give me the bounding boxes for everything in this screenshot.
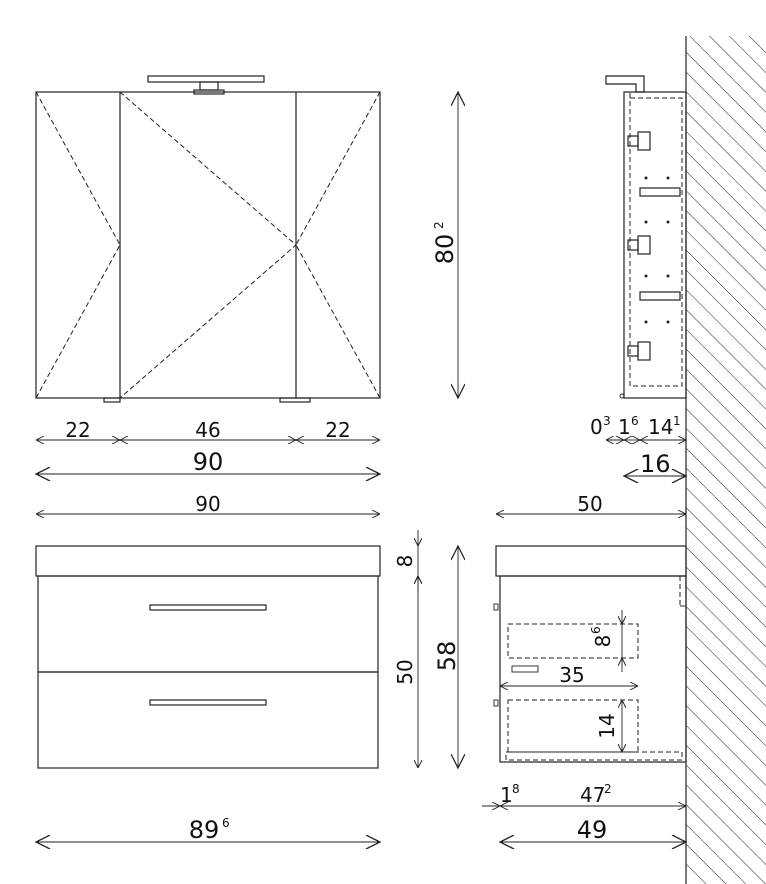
dim-bottom-total: 49 <box>576 816 608 844</box>
dim-bottom-b-sup: 2 <box>604 782 612 796</box>
dim-drawer2-depth: 14 <box>595 713 619 739</box>
mirror-cabinet-front <box>36 76 380 402</box>
vanity-side-body <box>500 576 686 762</box>
dim-vanity-bottom-width: 89 <box>188 816 220 844</box>
hinge-icon <box>628 342 650 360</box>
dim-drawers-height: 50 <box>393 659 417 685</box>
vanity-bottom-dimension <box>36 816 380 844</box>
dim-vanity-top-width: 90 <box>195 492 221 516</box>
dim-drawer-length: 35 <box>559 663 585 687</box>
dim-top-height: 8 <box>393 554 417 568</box>
dim-bottom-a-sup: 8 <box>512 782 520 796</box>
drawer-upper <box>38 576 378 672</box>
cabinet-height-dimension <box>431 92 459 398</box>
dim-side-a-sup: 3 <box>603 414 611 428</box>
cabinet-side-dimensions <box>590 414 686 478</box>
hinge-icon <box>628 236 650 254</box>
mirror-cabinet-side <box>606 76 686 398</box>
dim-side-c: 14 <box>648 415 674 439</box>
dim-bottom-a: 1 <box>500 783 513 807</box>
door-opening-right <box>296 92 380 398</box>
drawer-lower <box>38 672 378 768</box>
wall-section <box>686 36 766 884</box>
dim-vanity-bottom-width-sup: 6 <box>222 816 230 830</box>
door-opening-left <box>36 92 120 398</box>
cabinet-width-dimensions <box>36 418 380 476</box>
cabinet-outline <box>36 92 380 398</box>
dim-cab-mid: 46 <box>195 418 221 442</box>
lamp-icon <box>148 76 264 94</box>
dim-cab-height: 80 <box>431 233 459 265</box>
dim-side-a: 0 <box>590 415 603 439</box>
dim-bottom-b: 47 <box>580 783 606 807</box>
vanity-side <box>482 492 686 844</box>
shelf-pin-dots <box>645 177 670 324</box>
vanity-front <box>36 492 380 768</box>
vanity-height-dimensions <box>393 530 461 768</box>
shelf-2 <box>640 292 680 300</box>
drawer-box-upper <box>508 624 638 658</box>
shelf-1 <box>640 188 680 196</box>
dim-side-depth: 16 <box>640 450 671 478</box>
vanity-side-top <box>496 546 686 576</box>
drawer-handle-upper <box>150 605 266 610</box>
dim-cab-total: 90 <box>192 448 224 476</box>
door-opening-mid <box>120 92 296 398</box>
hinge-icon <box>628 132 650 150</box>
lamp-arm-icon <box>606 76 644 92</box>
dim-cab-height-sup: 2 <box>432 221 446 229</box>
dim-drawer1-depth: 8 <box>591 634 615 648</box>
dim-side-b: 1 <box>618 415 631 439</box>
dim-vanity-height: 58 <box>433 640 461 672</box>
dim-vanity-side-top: 50 <box>577 492 603 516</box>
dim-drawer1-depth-sup: 6 <box>589 626 603 634</box>
drawer-handle-lower <box>150 700 266 705</box>
dim-cab-left: 22 <box>65 418 91 442</box>
dim-cab-right: 22 <box>325 418 351 442</box>
vanity-top <box>36 546 380 576</box>
dim-side-c-sup: 1 <box>673 414 681 428</box>
dim-side-b-sup: 6 <box>631 414 639 428</box>
